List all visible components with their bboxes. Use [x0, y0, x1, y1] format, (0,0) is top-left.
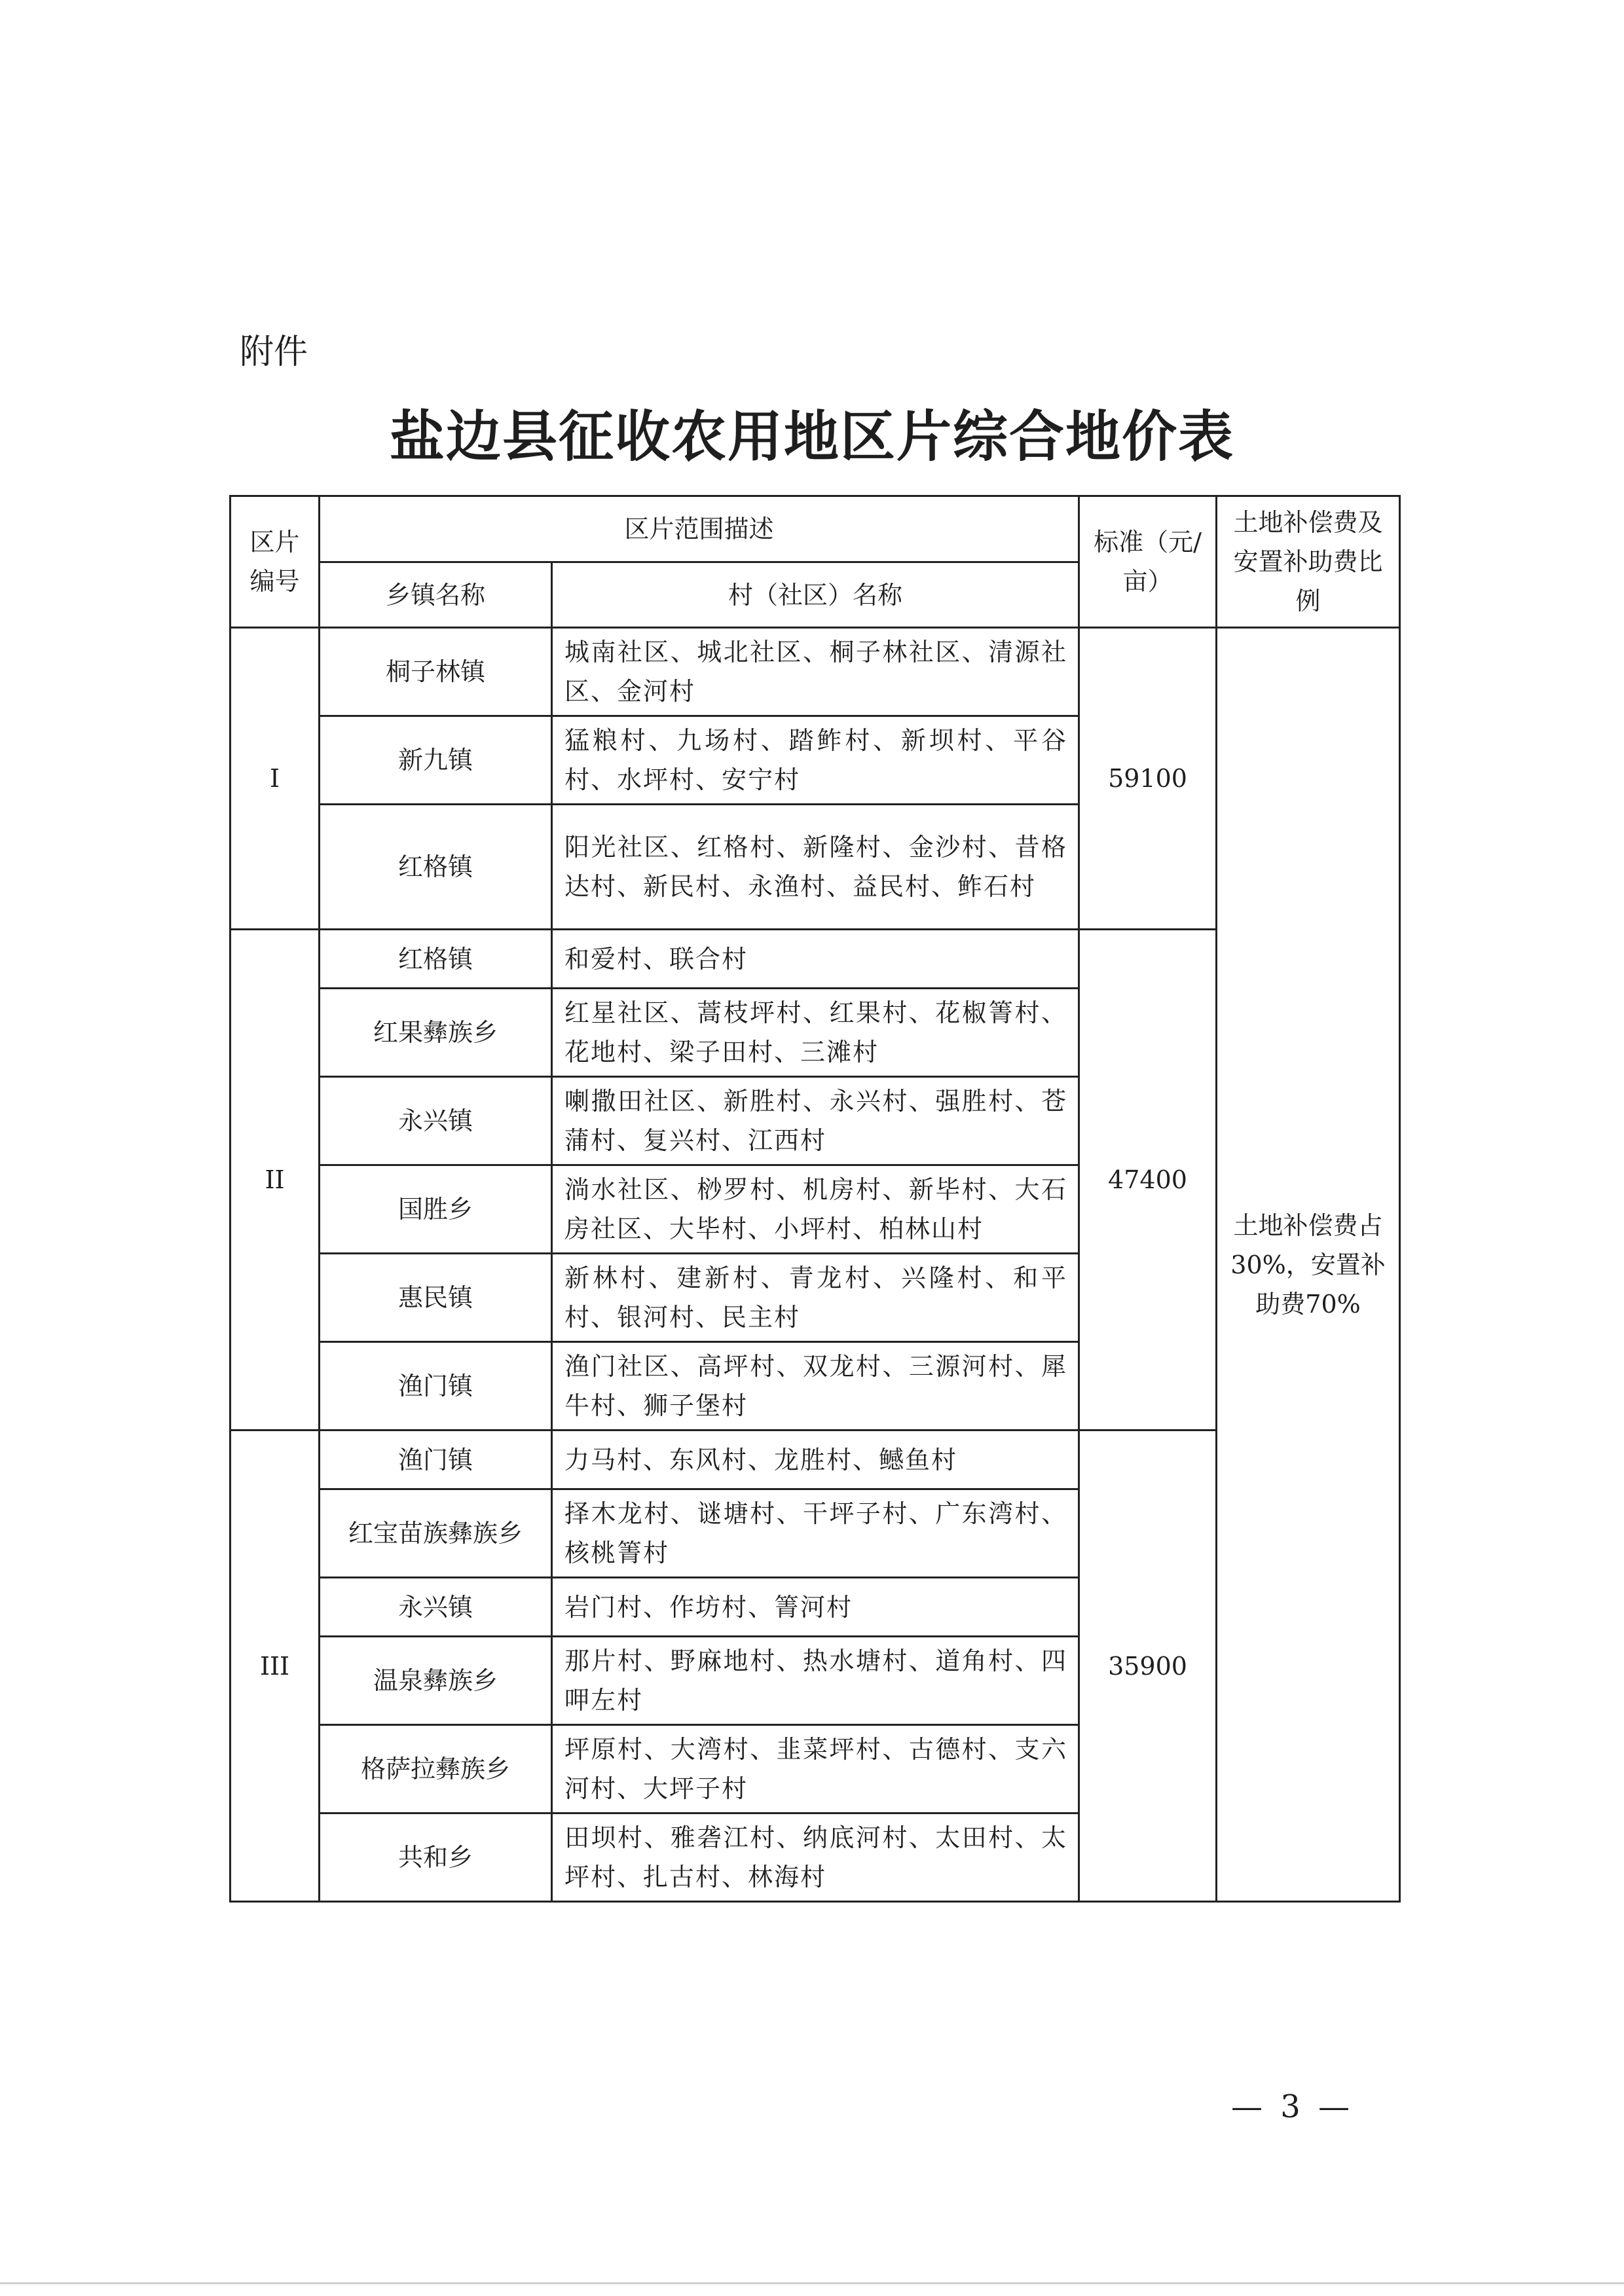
header-standard: 标准（元/亩）	[1079, 496, 1217, 628]
header-scope: 区片范围描述	[320, 496, 1079, 562]
village-cell: 和爱村、联合村	[552, 930, 1079, 989]
town-cell: 永兴镇	[320, 1578, 552, 1637]
village-cell: 那片村、野麻地村、热水塘村、道角村、四呷左村	[552, 1637, 1079, 1725]
town-cell: 桐子林镇	[320, 628, 552, 716]
header-zone-id: 区片编号	[231, 496, 320, 628]
town-cell: 格萨拉彝族乡	[320, 1725, 552, 1813]
village-cell: 阳光社区、红格村、新隆村、金沙村、昔格达村、新民村、永渔村、益民村、鲊石村	[552, 805, 1079, 930]
village-cell: 力马村、东风村、龙胜村、鳡鱼村	[552, 1430, 1079, 1489]
header-town: 乡镇名称	[320, 562, 552, 628]
zone-id-cell: II	[231, 930, 320, 1430]
village-cell: 新林村、建新村、青龙村、兴隆村、和平村、银河村、民主村	[552, 1254, 1079, 1342]
town-cell: 红果彝族乡	[320, 989, 552, 1077]
town-cell: 渔门镇	[320, 1342, 552, 1430]
village-cell: 红星社区、蒿枝坪村、红果村、花椒箐村、花地村、梁子田村、三滩村	[552, 989, 1079, 1077]
village-cell: 淌水社区、桫罗村、机房村、新毕村、大石房社区、大毕村、小坪村、柏林山村	[552, 1165, 1079, 1254]
header-village: 村（社区）名称	[552, 562, 1079, 628]
village-cell: 渔门社区、高坪村、双龙村、三源河村、犀牛村、狮子堡村	[552, 1342, 1079, 1430]
village-cell: 喇撒田社区、新胜村、永兴村、强胜村、苍蒲村、复兴村、江西村	[552, 1077, 1079, 1165]
town-cell: 惠民镇	[320, 1254, 552, 1342]
attachment-label: 附件	[240, 333, 308, 372]
zone-id-cell: I	[231, 628, 320, 930]
town-cell: 渔门镇	[320, 1430, 552, 1489]
town-cell: 红格镇	[320, 805, 552, 930]
standard-cell: 47400	[1079, 930, 1217, 1430]
standard-cell: 59100	[1079, 628, 1217, 930]
town-cell: 新九镇	[320, 716, 552, 805]
town-cell: 红格镇	[320, 930, 552, 989]
village-cell: 猛粮村、九场村、踏鲊村、新坝村、平谷村、水坪村、安宁村	[552, 716, 1079, 805]
village-cell: 城南社区、城北社区、桐子林社区、清源社区、金河村	[552, 628, 1079, 716]
town-cell: 永兴镇	[320, 1077, 552, 1165]
land-price-table	[229, 495, 1401, 1903]
header-ratio: 土地补偿费及安置补助费比例	[1217, 496, 1400, 628]
village-cell: 坪原村、大湾村、韭菜坪村、古德村、支六河村、大坪子村	[552, 1725, 1079, 1813]
town-cell: 共和乡	[320, 1813, 552, 1902]
page-title: 盐边县征收农用地区片综合地价表	[389, 405, 1234, 469]
town-cell: 国胜乡	[320, 1165, 552, 1254]
village-cell: 田坝村、雅砻江村、纳底河村、太田村、太坪村、扎古村、林海村	[552, 1813, 1079, 1902]
town-cell: 红宝苗族彝族乡	[320, 1489, 552, 1578]
zone-id-cell: III	[231, 1430, 320, 1902]
page-number: — 3 —	[1231, 2088, 1354, 2125]
bottom-divider	[0, 2282, 1624, 2284]
village-cell: 岩门村、作坊村、箐河村	[552, 1578, 1079, 1637]
ratio-cell: 土地补偿费占30%，安置补助费70%	[1217, 628, 1400, 1902]
standard-cell: 35900	[1079, 1430, 1217, 1902]
town-cell: 温泉彝族乡	[320, 1637, 552, 1725]
village-cell: 择木龙村、谜塘村、干坪子村、广东湾村、核桃箐村	[552, 1489, 1079, 1578]
